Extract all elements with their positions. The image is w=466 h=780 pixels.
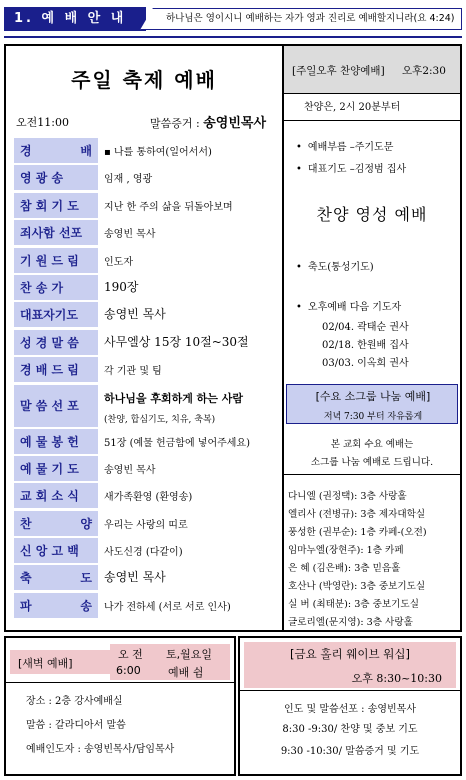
afternoon-big-title: 찬양 영성 예배: [316, 205, 428, 224]
divider: [240, 690, 460, 691]
column-divider: [282, 44, 284, 632]
friday-line: 8:30 -9:30/ 찬양 및 중보 기도: [282, 724, 418, 735]
group-row: 풍성한 (권부순): 1층 카페-(오전): [288, 527, 427, 538]
order-row: 죄사함 선포 송영빈 목사: [14, 220, 280, 247]
group-row: 호산나 (박영란): 3층 중보기도실: [288, 581, 426, 592]
order-row: 파 송 나가 전하세 (서로 서로 인사): [14, 593, 280, 620]
order-value: 새가족환영 (환영송): [104, 492, 193, 504]
order-row: 예 물 봉 헌 51장 (예물 헌금함에 넣어주세요): [14, 429, 280, 456]
praise-start-note: 찬양은, 2시 20분부터: [304, 102, 401, 113]
header-bar: [0, 0, 466, 38]
order-value: 우리는 사랑의 띠로: [104, 519, 188, 531]
dawn-days: 토,월요일: [166, 648, 213, 661]
order-value: 임재 , 영광: [104, 174, 153, 186]
wednesday-note: 소그룹 나눔 예배로 드립니다.: [310, 457, 434, 468]
group-row: 다니엘 (권정택): 3층 사랑홀: [288, 491, 407, 502]
dawn-leader: 예배인도자 : 송영빈목사/담임목사: [26, 744, 175, 755]
order-value: ▪ 나를 통하여(일어서서): [104, 147, 212, 158]
sermon-preacher: [150, 112, 266, 131]
divider: [6, 682, 234, 683]
order-row: 말 씀 선 포 하나님을 후회하게 하는 사람 (찬양, 합심기도, 치유, 축복): [14, 385, 280, 429]
prayer-heading: • 오후예배 다음 기도자: [296, 302, 402, 313]
order-row: 영 광 송 임재 , 영광: [14, 165, 280, 192]
order-row: 성 경 말 씀 사무엘상 15장 10절~30절: [14, 330, 280, 357]
afternoon-time: 오후2:30: [402, 65, 446, 77]
friday-time: 오후 8:30~10:30: [351, 672, 442, 685]
order-row: 경 배 ▪ 나를 통하여(일어서서): [14, 138, 280, 165]
order-of-worship: [14, 138, 280, 620]
group-row: 글로리엘(문지영): 3층 사랑홀: [288, 617, 413, 628]
order-subvalue: (찬양, 합심기도, 치유, 축복): [104, 414, 216, 425]
order-value: 인도자: [104, 256, 133, 268]
afternoon-item: • 예배부름 –주기도문: [296, 142, 394, 153]
friday-line: 인도 및 말씀선포 : 송영빈목사: [283, 704, 416, 715]
order-value: 나가 전하세 (서로 서로 인사): [104, 601, 231, 613]
group-row: 임마누엘(장현주): 1층 카페: [288, 545, 404, 556]
dawn-time-label: 오 전: [118, 648, 143, 661]
order-value: 송영빈 목사: [104, 307, 166, 322]
order-row: 찬 양 우리는 사랑의 띠로: [14, 511, 280, 538]
group-row: 엘리사 (전병규): 3층 제자대학실: [288, 509, 426, 520]
order-row: 축 도 송영빈 목사: [14, 565, 280, 592]
order-value: 사도신경 (다같이): [104, 547, 183, 559]
dawn-word: 말씀 : 갈라디아서 말씀: [26, 720, 126, 731]
order-value: 하나님을 후회하게 하는 사람 (찬양, 합심기도, 치유, 축복): [104, 391, 243, 425]
sermon-label: 말씀증거 :: [150, 117, 200, 130]
order-row: 찬 송 가 190장: [14, 275, 280, 302]
afternoon-header: [284, 46, 460, 94]
header-verse: 하나님은 영이시니 예배하는 자가 영과 진리로 예배할지니라(요 4:24): [166, 13, 455, 24]
order-row: 참 회 기 도 지난 한 주의 삶을 뒤돌아보며: [14, 193, 280, 220]
sermon-name: 송영빈목사: [203, 116, 267, 131]
order-value: 송영빈 목사: [104, 464, 156, 476]
order-value: 지난 한 주의 삶을 뒤돌아보며: [104, 201, 233, 213]
divider: [284, 120, 460, 121]
prayer-entry: 02/04. 곽태순 권사: [322, 322, 409, 333]
order-row: 기 원 드 림 인도자: [14, 248, 280, 275]
header-underline: [4, 36, 462, 38]
order-row: 교 회 소 식 새가족환영 (환영송): [14, 483, 280, 510]
divider: [284, 474, 460, 475]
order-value: 사무엘상 15장 10절~30절: [104, 334, 249, 349]
dawn-time: 6:00: [116, 664, 141, 677]
main-service-time: 오전11:00: [16, 116, 69, 129]
order-value: 각 기관 및 팀: [104, 366, 162, 378]
wednesday-header: [286, 384, 458, 424]
afternoon-title: [주일오후 찬양예배]: [292, 65, 385, 77]
dawn-place: 장소 : 2층 강사예배실: [26, 696, 123, 707]
wednesday-title: [수요 소그룹 나눔 예배]: [315, 390, 431, 403]
wednesday-time: 저녁 7:30 부터 자유롭게: [323, 412, 423, 422]
section-title: 1. 예 배 안 내: [4, 7, 146, 31]
dawn-off: 예배 쉼: [168, 666, 204, 679]
friday-line: 9:30 -10:30/ 말씀증거 및 기도: [280, 746, 420, 757]
blessing-item: • 축도(통성기도): [296, 262, 374, 273]
order-row: 경 배 드 림 각 기관 및 팀: [14, 357, 280, 384]
wednesday-note: 본 교회 수요 예배는: [330, 439, 414, 450]
order-value: 송영빈 목사: [104, 229, 156, 241]
friday-title: [금요 홀리 웨이브 워십]: [290, 647, 410, 661]
order-row: 신 앙 고 백 사도신경 (다같이): [14, 538, 280, 565]
order-value: 190장: [104, 279, 139, 294]
group-row: 실 버 (최태분): 3층 중보기도실: [288, 599, 419, 610]
order-value: 송영빈 목사: [104, 570, 166, 585]
order-value: 51장 (예물 헌금함에 넣어주세요): [104, 437, 250, 449]
order-row: 예 물 기 도 송영빈 목사: [14, 456, 280, 483]
afternoon-item: • 대표기도 –김정범 집사: [296, 164, 407, 175]
dawn-title: [새벽 예배]: [18, 657, 73, 670]
order-row: 대표자기도 송영빈 목사: [14, 302, 280, 329]
prayer-entry: 03/03. 이옥희 권사: [322, 358, 409, 369]
group-row: 은 혜 (김은배): 3층 믿음홀: [288, 563, 401, 574]
prayer-entry: 02/18. 한원배 집사: [322, 340, 409, 351]
main-service-title: 주일 축제 예배: [71, 68, 217, 92]
